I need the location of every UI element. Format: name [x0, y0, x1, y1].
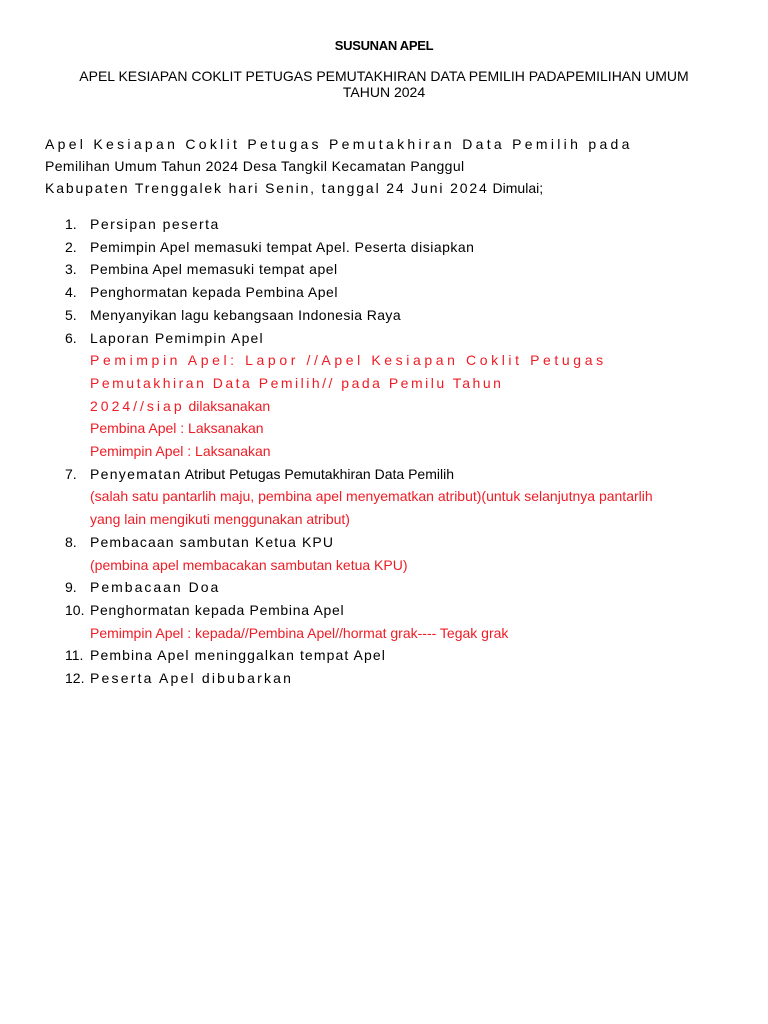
list-item-text: Persipan peserta	[90, 216, 220, 232]
note-line: (salah satu pantarlih maju, pembina apel menyematkan atribut)(untuk selanjutnya pantarlih	[90, 488, 653, 505]
note-line: Pemimpin Apel : Laksanakan	[90, 443, 271, 460]
list-item-text: Pemimpin Apel memasuki tempat Apel. Peserta disiapkan	[90, 238, 475, 255]
list-item	[45, 236, 725, 259]
list-item-text: Penyematan Atribut Petugas Pemutakhiran Data Pemilih	[90, 465, 454, 482]
list-item	[45, 667, 725, 690]
list-item	[45, 576, 725, 599]
intro-line-3-end: Dimulai;	[488, 180, 544, 196]
subtitle-line-1: APEL KESIAPAN COKLIT PETUGAS PEMUTAKHIRAN DATA PEMILIH PADAPEMILIHAN UMUM	[79, 68, 689, 84]
list-item-text: Pembacaan sambutan Ketua KPU	[90, 533, 335, 550]
subtitle-line-2: TAHUN 2024	[342, 84, 426, 100]
list-item-number: 9.	[65, 579, 77, 596]
intro-line-3-main: Kabupaten Trenggalek hari Senin, tanggal 24 Juni 2024	[45, 180, 489, 196]
note-line: Pemimpin Apel : kepada//Pembina Apel//hormat grak---- Tegak grak	[90, 624, 509, 641]
list-item-number: 11.	[65, 647, 84, 664]
note-line: Pemutakhiran Data Pemilih// pada Pemilu Tahun	[90, 374, 504, 391]
list-item-number: 10.	[65, 601, 85, 618]
list-item-number: 2.	[65, 238, 77, 255]
list-item-text: Pembina Apel memasuki tempat apel	[90, 261, 338, 278]
list-item-number: 6.	[65, 329, 77, 346]
item-8-notes	[45, 554, 725, 577]
list-item	[45, 327, 725, 350]
list-item-number: 5.	[65, 306, 77, 323]
list-item-text: Laporan Pemimpin Apel	[90, 329, 264, 346]
list-item-text: Pembacaan Doa	[90, 579, 221, 596]
list-item-number: 7.	[65, 465, 77, 482]
intro-line-2: Pemilihan Umum Tahun 2024 Desa Tangkil Kecamatan Panggul	[45, 158, 465, 174]
document-title: SUSUNAN APEL	[334, 38, 434, 53]
list-item	[45, 304, 725, 327]
list-item	[45, 531, 725, 554]
agenda-list	[45, 213, 725, 690]
list-item	[45, 644, 725, 667]
list-item	[45, 258, 725, 281]
item-10-notes	[45, 622, 725, 645]
item-7-notes	[45, 485, 725, 530]
intro-paragraph	[45, 133, 725, 199]
list-item-number: 3.	[65, 261, 77, 278]
list-item-text: Pembina Apel meninggalkan tempat Apel	[90, 647, 386, 664]
note-line: Pemimpin Apel: Lapor //Apel Kesiapan Coklit Petugas	[90, 352, 607, 369]
list-item-number: 8.	[65, 533, 77, 550]
list-item	[45, 463, 725, 486]
list-item-number: 12.	[65, 670, 85, 687]
list-item-text: Penghormatan kepada Pembina Apel	[90, 284, 338, 301]
list-item-number: 4.	[65, 284, 77, 301]
note-line: (pembina apel membacakan sambutan ketua KPU)	[90, 556, 408, 573]
list-item-text: Penghormatan kepada Pembina Apel	[90, 601, 345, 618]
intro-line-3	[45, 177, 725, 199]
note-line: yang lain mengikuti menggunakan atribut)	[90, 511, 350, 528]
list-item	[45, 213, 725, 236]
list-item	[45, 599, 725, 622]
document-subtitle	[40, 68, 728, 100]
note-line: 2024//siap dilaksanakan	[90, 397, 271, 414]
list-item-number: 1.	[65, 216, 77, 232]
list-item	[45, 281, 725, 304]
note-line: Pembina Apel : Laksanakan	[90, 420, 264, 437]
intro-line-1: Apel Kesiapan Coklit Petugas Pemutakhiran Data Pemilih pada	[45, 136, 633, 152]
list-item-text: Menyanyikan lagu kebangsaan Indonesia Raya	[90, 306, 402, 323]
list-item-text: Peserta Apel dibubarkan	[90, 670, 294, 687]
item-6-notes	[45, 349, 725, 463]
